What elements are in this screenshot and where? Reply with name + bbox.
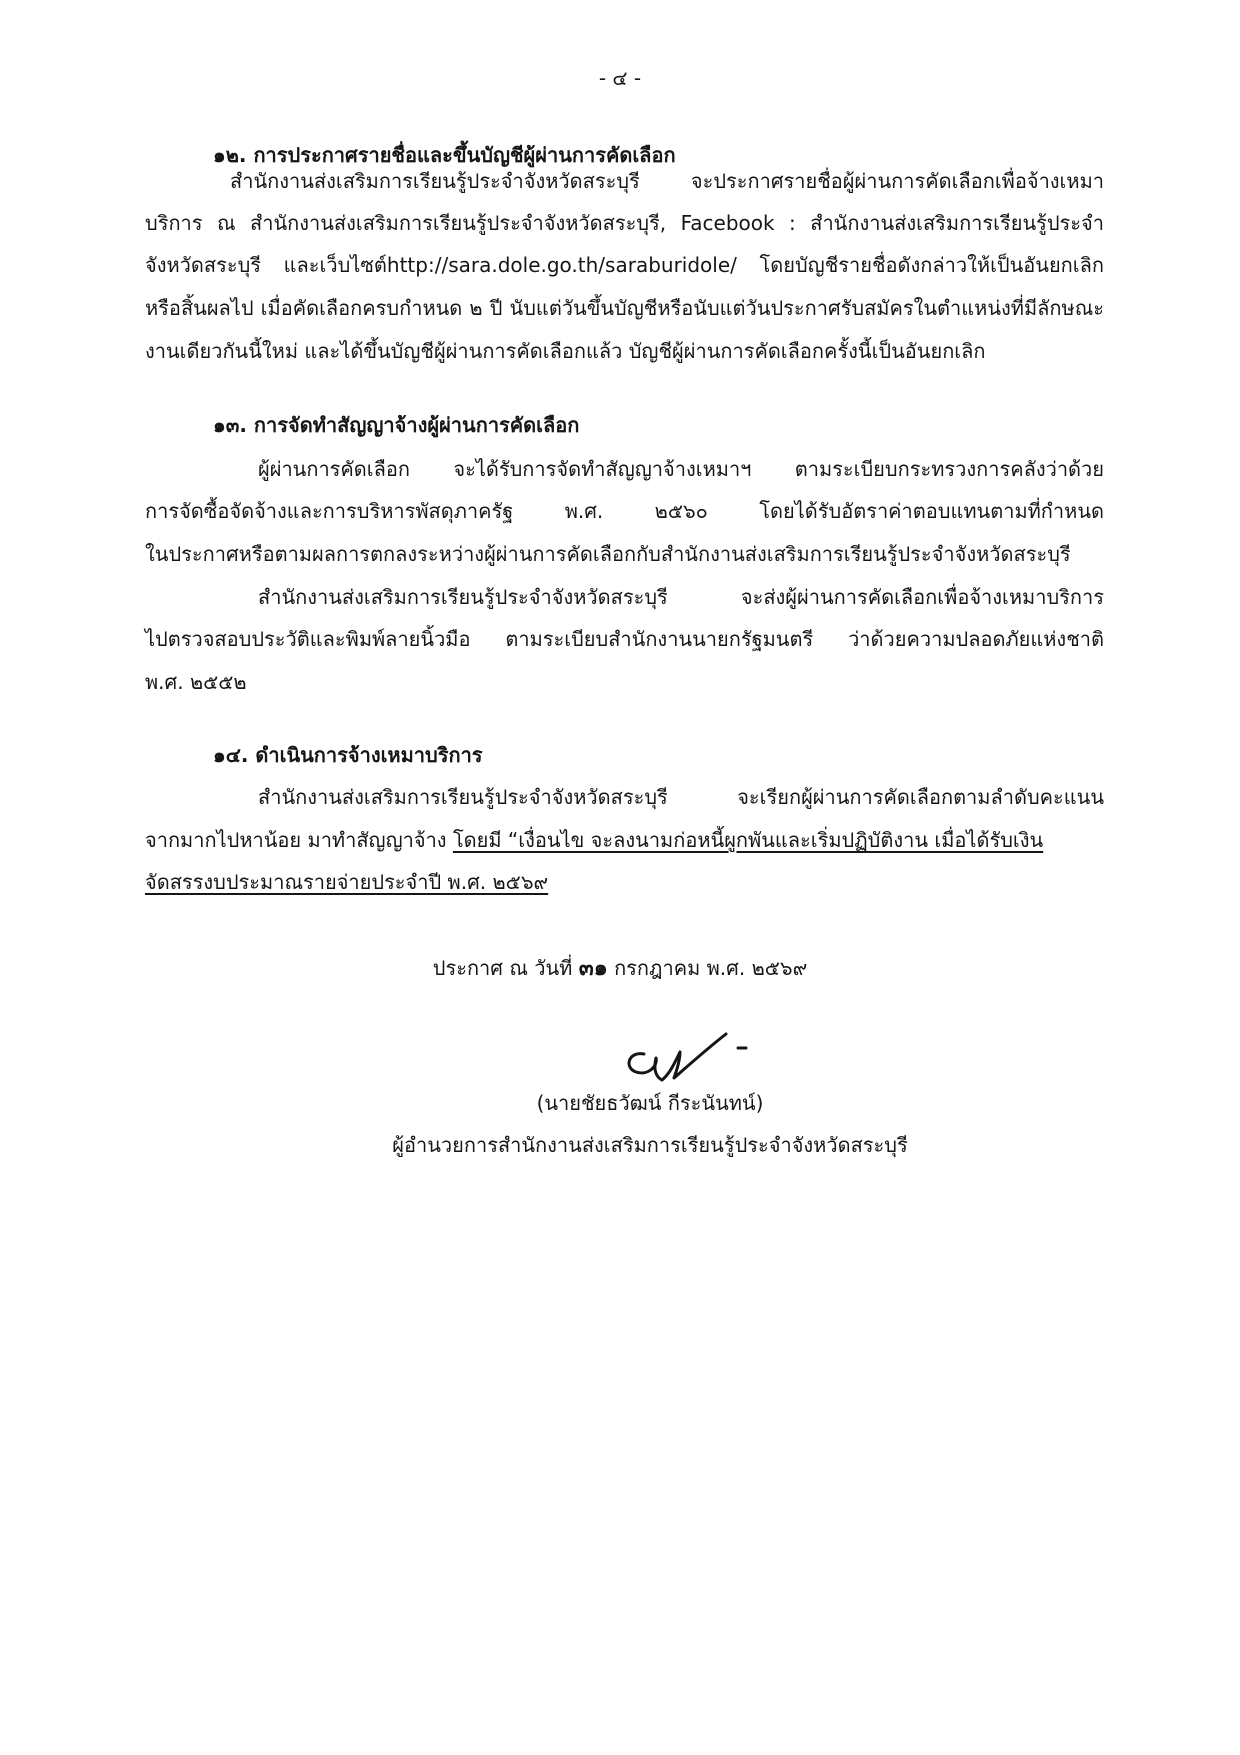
date-prefix: ประกาศ ณ วันที่ [432, 956, 579, 980]
section-13-heading: ๑๓. การจัดทำสัญญาจ้างผู้ผ่านการคัดเลือก [213, 413, 580, 437]
section-12-line: สำนักงานส่งเสริมการเรียนรู้ประจำจังหวัดสระบุรี จะประกาศรายชื่อผู้ผ่านการคัดเลือกเพื่อจ้างเหมา [230, 169, 1104, 193]
section-12-line: หรือสิ้นผลไป เมื่อคัดเลือกครบกำหนด ๒ ปี นับแต่วันขึ้นบัญชีหรือนับแต่วันประกาศรับสมัครในตำแหน่งที่มีลักษณะ [145, 296, 1104, 320]
section-12-line: จังหวัดสระบุรี และเว็บไซต์http://sara.dole.go.th/saraburidole/ โดยบัญชีรายชื่อดังกล่าวให้เป็นอันยกเลิก [145, 253, 1104, 277]
section-12-heading: ๑๒. การประกาศรายชื่อและขึ้นบัญชีผู้ผ่านการคัดเลือก [213, 143, 676, 167]
contract-condition-text: จัดสรรงบประมาณรายจ่ายประจำปี พ.ศ. ๒๕๖๙ [145, 870, 549, 894]
section-13-line: ผู้ผ่านการคัดเลือก จะได้รับการจัดทำสัญญาจ้างเหมาฯ ตามระเบียบกระทรวงการคลังว่าด้วย [258, 457, 1104, 481]
announcement-date [330, 953, 910, 984]
date-suffix: กรกฎาคม พ.ศ. ๒๕๖๙ [607, 956, 808, 980]
section-12-line: บริการ ณ สำนักงานส่งเสริมการเรียนรู้ประจำจังหวัดสระบุรี, Facebook : สำนักงานส่งเสริมการเรียนรู้ประจำ [145, 211, 1104, 235]
section-14-line [145, 825, 1043, 855]
signatory-name: (นายชัยธวัฒน์ กีระนันทน์) [536, 1091, 764, 1115]
page-number: - ๔ - [598, 66, 642, 90]
section-14-heading: ๑๔. ดำเนินการจ้างเหมาบริการ [213, 743, 483, 767]
section-13-line: ในประกาศหรือตามผลการตกลงระหว่างผู้ผ่านการคัดเลือกกับสำนักงานส่งเสริมการเรียนรู้ประจำจังหวัดสระบุรี [145, 542, 1071, 566]
section-13-line: การจัดซื้อจัดจ้างและการบริหารพัสดุภาครัฐ พ.ศ. ๒๕๖๐ โดยได้รับอัตราค่าตอบแทนตามที่กำหนด [145, 499, 1104, 523]
section-13-line: พ.ศ. ๒๕๕๒ [145, 670, 247, 694]
section-13-line: ไปตรวจสอบประวัติและพิมพ์ลายนิ้วมือ ตามระเบียบสำนักงานนายกรัฐมนตรี ว่าด้วยความปลอดภัยแห่งชาติ [145, 627, 1104, 651]
section-12-line: งานเดียวกันนี้ใหม่ และได้ขึ้นบัญชีผู้ผ่านการคัดเลือกแล้ว บัญชีผู้ผ่านการคัดเลือกครั้งนี้เป็นอันยกเลิก [145, 339, 986, 363]
contract-condition-text: โดยมี “เงื่อนไข จะลงนามก่อหนี้ผูกพันและเริ่มปฏิบัติงาน เมื่อได้รับเงิน [452, 828, 1044, 852]
section-14-line: สำนักงานส่งเสริมการเรียนรู้ประจำจังหวัดสระบุรี จะเรียกผู้ผ่านการคัดเลือกตามลำดับคะแนน [258, 785, 1104, 809]
section-14-text: จากมากไปหาน้อย มาทำสัญญาจ้าง [145, 828, 453, 852]
signature [618, 1018, 758, 1094]
signatory-position: ผู้อำนวยการสำนักงานส่งเสริมการเรียนรู้ประจำจังหวัดสระบุรี [392, 1133, 908, 1157]
date-day: ๓๑ [578, 956, 608, 981]
section-13-line: สำนักงานส่งเสริมการเรียนรู้ประจำจังหวัดสระบุรี จะส่งผู้ผ่านการคัดเลือกเพื่อจ้างเหมาบริการ [258, 585, 1104, 609]
